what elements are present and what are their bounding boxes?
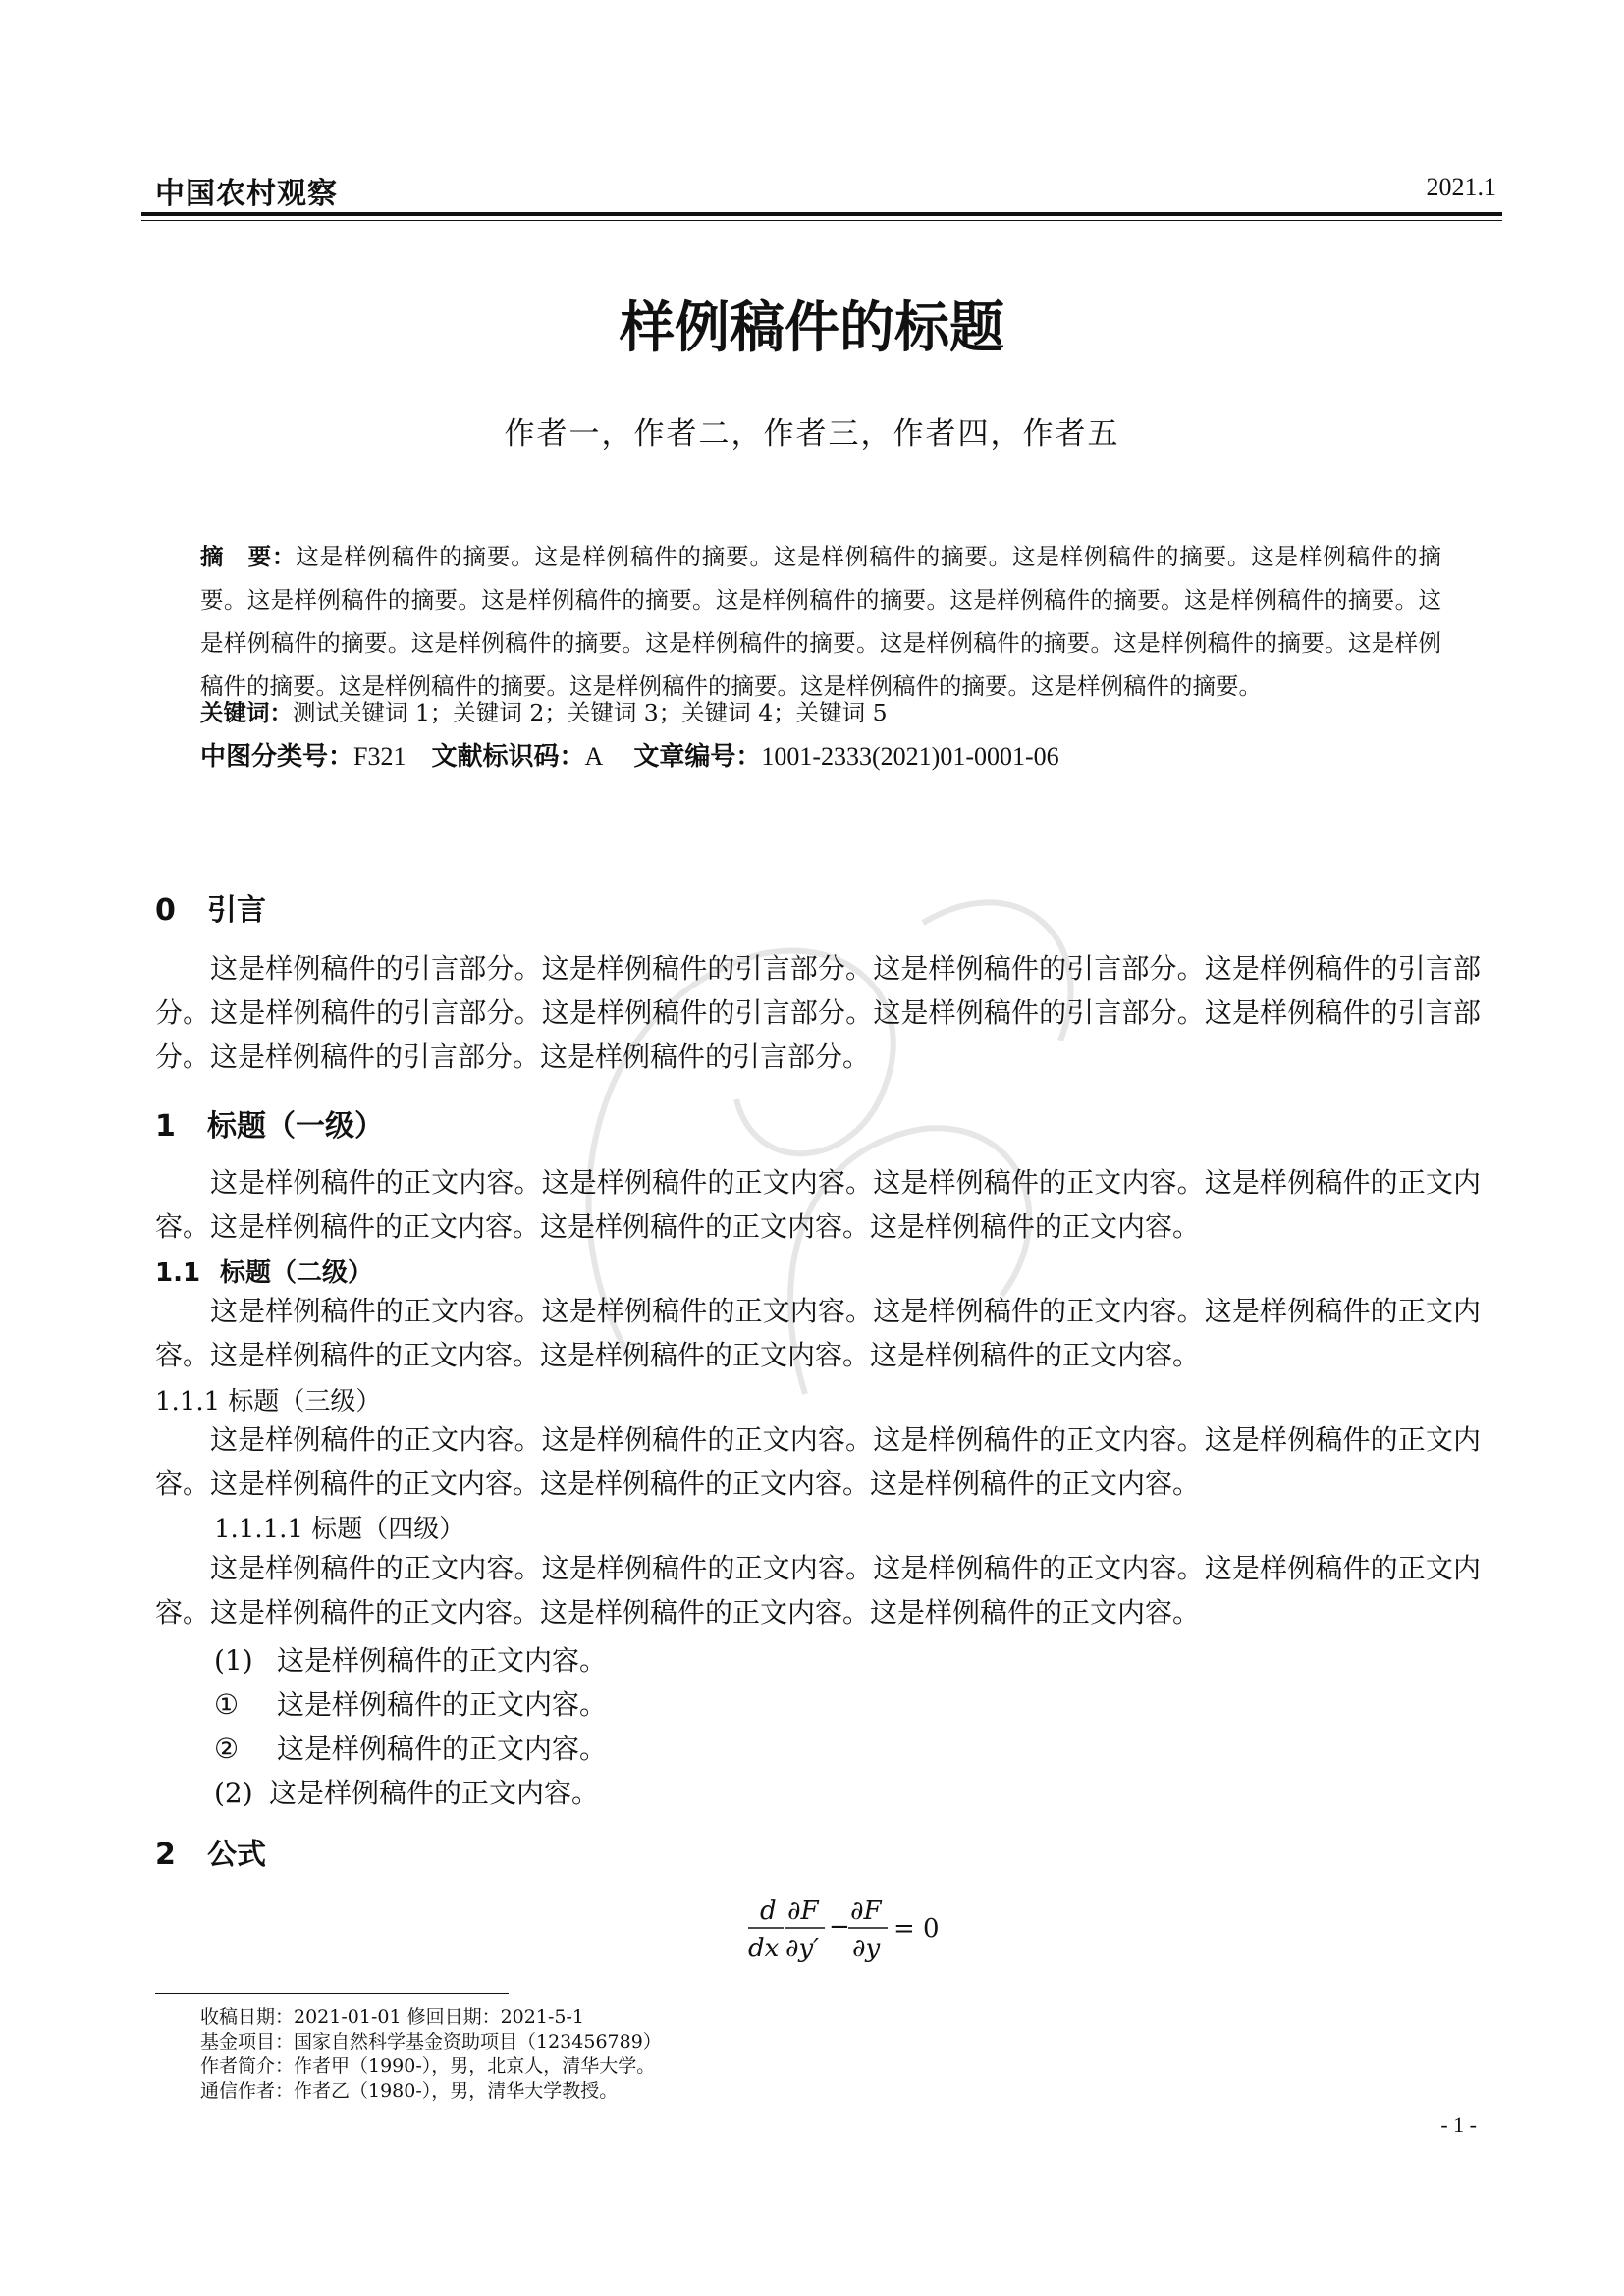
list-marker: ② (214, 1733, 240, 1765)
section-title: 标题（三级） (228, 1387, 382, 1416)
abstract (200, 535, 1441, 708)
equation (746, 1890, 962, 1968)
eq-dx: dx (748, 1934, 780, 1963)
list-text: 这是样例稿件的正文内容。 (269, 1777, 600, 1809)
watermark-logo (511, 805, 1119, 1492)
section-heading-0 (155, 885, 266, 929)
footnote-author-bio: 作者简介：作者甲（1990-），男，北京人，清华大学。 (200, 2056, 656, 2077)
section-heading-2 (155, 1830, 266, 1873)
body-paragraph: 这是样例稿件的正文内容。这是样例稿件的正文内容。这是样例稿件的正文内容。这是样例稿件的正文内容。这是样例稿件的正文内容。这是样例稿件的正文内容。这是样例稿件的正文内容。 (155, 1295, 1481, 1371)
eq-dF: ∂F (787, 1896, 819, 1926)
keywords-label: 关键词： (200, 699, 293, 726)
abstract-text: 这是样例稿件的摘要。这是样例稿件的摘要。这是样例稿件的摘要。这是样例稿件的摘要。这是样例稿件的摘要。这是样例稿件的摘要。这是样例稿件的摘要。这是样例稿件的摘要。这是样例稿件的摘要。这是样例稿件的摘要。这是样例稿件的摘要。这是样例稿件的摘要。这是样例稿件的摘要。这是样例稿件的摘要。这是样例稿件的摘要。这是样例稿件的摘要。这是样例稿件的摘要。这是样例稿件的摘要。这是样例稿件的摘要。这是样例稿件的摘要。 (200, 543, 1442, 700)
section-title: 标题（一级） (207, 1109, 384, 1144)
heading-1-1-1-1 (214, 1509, 464, 1545)
body-paragraph: 这是样例稿件的正文内容。这是样例稿件的正文内容。这是样例稿件的正文内容。这是样例稿件的正文内容。这是样例稿件的正文内容。这是样例稿件的正文内容。这是样例稿件的正文内容。 (155, 1423, 1481, 1500)
intro-paragraph: 这是样例稿件的引言部分。这是样例稿件的引言部分。这是样例稿件的引言部分。这是样例稿件的引言部分。这是样例稿件的引言部分。这是样例稿件的引言部分。这是样例稿件的引言部分。这是样例稿件的引言部分。这是样例稿件的引言部分。这是样例稿件的引言部分。 (155, 952, 1481, 1073)
header-rule-thin (141, 220, 1502, 221)
abstract-label: 摘 要： (200, 543, 297, 570)
eq-dy: ∂y (852, 1934, 881, 1963)
footnote-funding: 基金项目：国家自然科学基金资助项目（123456789） (200, 2031, 662, 2053)
paper-title: 样例稿件的标题 (620, 296, 1004, 360)
author-list: 作者一，作者二，作者三，作者四，作者五 (504, 416, 1120, 452)
section-number: 1.1 (155, 1258, 201, 1288)
list-text: 这是样例稿件的正文内容。 (277, 1733, 608, 1765)
clc-value: F321 (353, 742, 406, 771)
section-number: 1.1.1.1 (214, 1515, 303, 1544)
page-number: - 1 - (1440, 2112, 1477, 2137)
keywords (200, 694, 888, 727)
subsection-heading-1-1 (155, 1253, 373, 1289)
list-item (214, 1639, 607, 1679)
clc-label: 中图分类号： (200, 742, 354, 772)
section-number: 0 (155, 893, 176, 928)
eq-minus: − (829, 1912, 850, 1942)
section-title: 标题（二级） (220, 1258, 374, 1288)
journal-masthead: 中国农村观察 (155, 177, 338, 211)
section-title: 引言 (207, 893, 266, 928)
list-item (214, 1772, 599, 1811)
issue-number: 2021.1 (1426, 173, 1496, 201)
list-item (214, 1728, 607, 1767)
list-marker: (1) (214, 1644, 253, 1677)
footnote-received: 收稿日期：2021-01-01 修回日期：2021-5-1 (200, 2006, 584, 2028)
footnote-rule (155, 1993, 509, 1994)
eq-dF: ∂F (850, 1896, 882, 1926)
list-marker: (2) (214, 1777, 253, 1809)
section-number: 1.1.1 (155, 1387, 221, 1416)
section-number: 1 (155, 1109, 176, 1144)
body-paragraph: 这是样例稿件的正文内容。这是样例稿件的正文内容。这是样例稿件的正文内容。这是样例稿件的正文内容。这是样例稿件的正文内容。这是样例稿件的正文内容。这是样例稿件的正文内容。 (155, 1552, 1481, 1629)
eq-equals: = 0 (893, 1914, 940, 1944)
body-paragraph: 这是样例稿件的正文内容。这是样例稿件的正文内容。这是样例稿件的正文内容。这是样例稿件的正文内容。这是样例稿件的正文内容。这是样例稿件的正文内容。这是样例稿件的正文内容。 (155, 1166, 1481, 1243)
doc-code-label: 文献标识码： (431, 742, 585, 772)
eq-dyprime: ∂y′ (785, 1934, 820, 1963)
subsubsection-heading-1-1-1 (155, 1381, 381, 1417)
list-text: 这是样例稿件的正文内容。 (277, 1688, 608, 1721)
section-number: 2 (155, 1838, 176, 1872)
section-title: 公式 (207, 1838, 266, 1872)
list-text: 这是样例稿件的正文内容。 (277, 1644, 608, 1677)
eq-d: d (760, 1896, 777, 1926)
list-marker: ① (214, 1688, 240, 1721)
doc-code-value: A (584, 742, 602, 771)
section-heading-1 (155, 1101, 384, 1145)
list-item (214, 1683, 607, 1723)
article-number-label: 文章编号： (633, 742, 762, 772)
article-number-value: 1001-2333(2021)01-0001-06 (761, 742, 1059, 771)
footnote-corresponding: 通信作者：作者乙（1980-），男，清华大学教授。 (200, 2080, 619, 2102)
header-rule (141, 212, 1502, 216)
keywords-text: 测试关键词 1；关键词 2；关键词 3；关键词 4；关键词 5 (293, 699, 888, 726)
classification-line (200, 736, 1059, 773)
section-title: 标题（四级） (311, 1515, 465, 1544)
